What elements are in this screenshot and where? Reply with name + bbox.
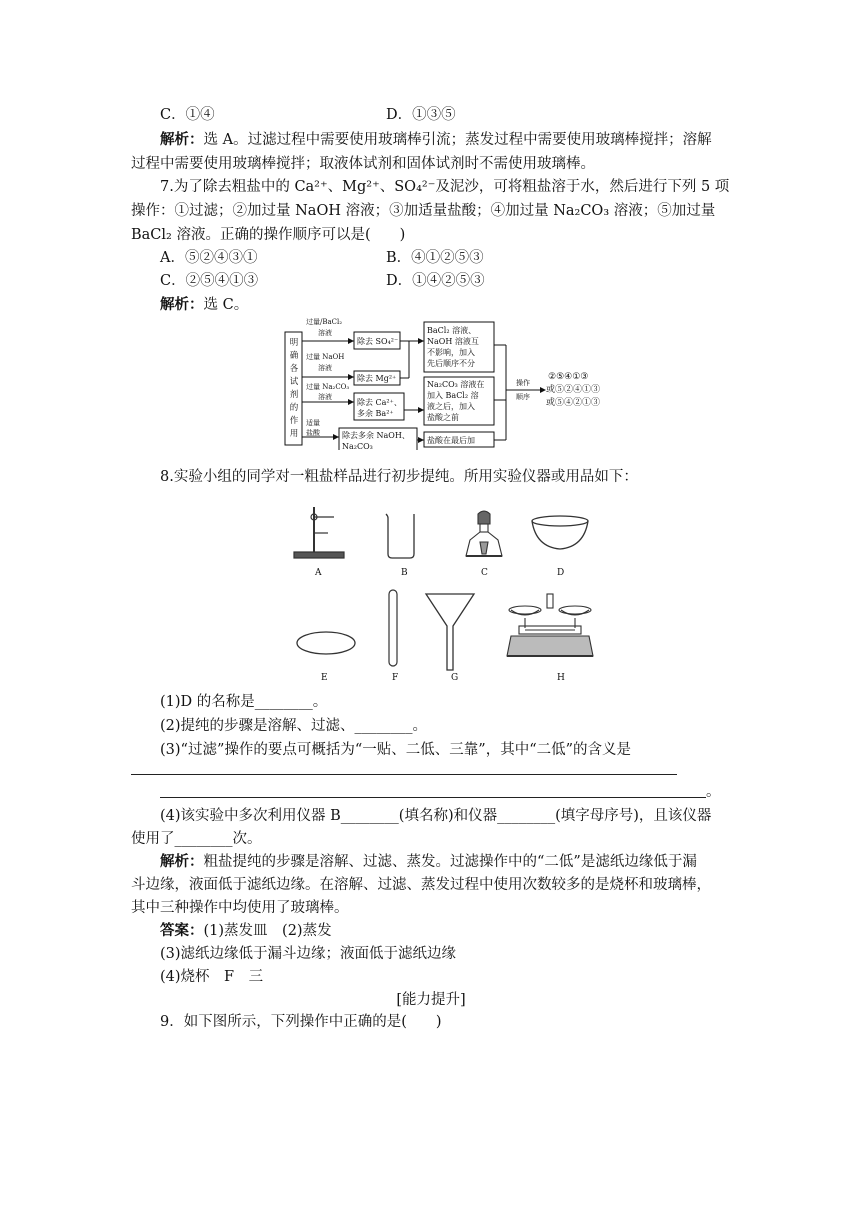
- alcohol-lamp-image: [460, 510, 508, 560]
- branch3-box: 多余 Ba²⁺: [357, 409, 394, 418]
- section-title: [能力提升]: [396, 992, 466, 1008]
- q6-analysis-line1: [160, 130, 712, 150]
- label-e: E: [321, 673, 328, 683]
- label-b: B: [401, 568, 408, 578]
- analysis-text: 选 C。: [203, 297, 249, 313]
- answer-label: 答案：: [160, 922, 204, 939]
- q7-option-b: B．④①②⑤③: [386, 250, 484, 266]
- branch2-label: 溶液: [318, 364, 332, 372]
- q8-answer-line3: (3)滤纸边缘低于漏斗边缘；液面低于滤纸边缘: [160, 946, 457, 962]
- q7-analysis: [160, 295, 248, 315]
- q9-stem: 9．如下图所示，下列操作中正确的是( ): [160, 1014, 442, 1030]
- label-a: A: [315, 568, 322, 578]
- beaker-image: [383, 512, 417, 560]
- analysis-text: 粗盐提纯的步骤是溶解、过滤、蒸发。过滤操作中的“二低”是滤纸边缘低于漏: [203, 854, 697, 870]
- branch4-label: 适量: [306, 419, 320, 427]
- note1-line: 先后顺序不分: [427, 359, 475, 368]
- branch2-label: 过量 NaOH: [306, 353, 345, 361]
- seq-label: 顺序: [516, 393, 530, 401]
- q8-analysis-line2: 斗边缘，液面低于滤纸边缘。在溶解、过滤、蒸发过程中使用次数较多的是烧杯和玻璃棒，: [131, 877, 711, 893]
- q6-option-d: D．①③⑤: [386, 107, 456, 123]
- analysis-label: 解析：: [160, 296, 204, 313]
- seq-label: 操作: [516, 379, 530, 387]
- funnel-image: [424, 592, 476, 672]
- answer-blank-line: [160, 797, 706, 798]
- q8-sub1: (1)D 的名称是________。: [160, 694, 328, 710]
- branch3-label: 溶液: [318, 393, 332, 401]
- branch1-label: 过量/BaCl₂: [306, 318, 343, 326]
- left-box-char: 作: [289, 416, 299, 426]
- q7-option-d: D．①④②⑤③: [386, 273, 485, 289]
- branch3-box: 除去 Ca²⁺、: [357, 398, 402, 407]
- left-box-char: 各: [289, 364, 299, 374]
- analysis-label: 解析：: [160, 131, 204, 148]
- branch2-box: 除去 Mg²⁺: [357, 374, 397, 383]
- reagent-flow-diagram: [284, 315, 624, 450]
- label-g: G: [451, 673, 459, 683]
- q8-sub3: (3)“过滤”操作的要点可概括为“一贴、二低、三靠”，其中“二低”的含义是: [160, 742, 632, 758]
- q7-stem-line2: 操作：①过滤；②加过量 NaOH 溶液；③加适量盐酸；④加过量 Na₂CO₃ 溶液；⑤加过量: [131, 203, 716, 219]
- note3: 盐酸在最后加: [427, 436, 475, 445]
- left-box-char: 用: [289, 429, 299, 439]
- left-box-char: 剂: [289, 390, 299, 400]
- note2-line: 加入 BaCl₂ 溶: [427, 391, 479, 400]
- q7-stem-line1: 7.为了除去粗盐中的 Ca²⁺、Mg²⁺、SO₄²⁻及泥沙，可将粗盐溶于水，然后进行下列 5 项: [160, 179, 730, 195]
- q8-sub3-end: 。: [706, 784, 721, 800]
- note2-line: Na₂CO₃ 溶液在: [427, 380, 485, 389]
- q8-stem: 8.实验小组的同学对一粗盐样品进行初步提纯。所用实验仪器或用品如下：: [160, 469, 638, 485]
- label-d: D: [557, 568, 565, 578]
- label-c: C: [481, 568, 488, 578]
- left-box-char: 确: [289, 351, 299, 361]
- q8-sub2: (2)提纯的步骤是溶解、过滤、________。: [160, 718, 428, 734]
- q7-option-a: A．⑤②④③①: [160, 250, 258, 266]
- branch3-label: 过量 Na₂CO₃: [306, 383, 350, 391]
- evaporating-dish-image: [530, 513, 590, 553]
- branch4-box: 除去多余 NaOH、: [342, 431, 410, 440]
- note1-line: BaCl₂ 溶液、: [427, 326, 477, 335]
- q8-sub4-line2: 使用了________次。: [131, 831, 262, 847]
- q8-answer-line4: (4)烧杯 F 三: [160, 969, 264, 985]
- note1-line: 不影响，加入: [427, 348, 475, 357]
- glass-rod-image: [386, 588, 400, 668]
- sequence-option: ②⑤④①③: [548, 372, 589, 382]
- left-box-char: 明: [289, 338, 299, 348]
- label-f: F: [392, 673, 399, 683]
- branch1-label: 溶液: [318, 329, 332, 337]
- iron-stand-image: [292, 505, 347, 565]
- note1-line: NaOH 溶液互: [427, 337, 479, 346]
- q8-analysis-line3: 其中三种操作中均使用了玻璃棒。: [131, 900, 349, 916]
- branch1-box: 除去 SO₄²⁻: [357, 337, 399, 346]
- branch4-label: 盐酸: [306, 429, 320, 437]
- q6-option-c: C．①④: [160, 107, 215, 123]
- note2-line: 盐酸之前: [427, 413, 459, 422]
- sequence-option: 或⑤④②①③: [546, 398, 601, 408]
- answer-text: (1)蒸发皿 (2)蒸发: [203, 923, 332, 939]
- sequence-option: 或⑤②④①③: [546, 385, 601, 395]
- label-h: H: [557, 673, 565, 683]
- q6-analysis-line2: 过程中需要使用玻璃棒搅拌；取液体试剂和固体试剂时不需使用玻璃棒。: [131, 156, 595, 172]
- analysis-label: 解析：: [160, 853, 204, 870]
- q8-answer-line1: [160, 921, 332, 941]
- answer-blank-line: [131, 774, 677, 775]
- q8-analysis-line1: [160, 852, 697, 872]
- branch4-box: Na₂CO₃: [342, 442, 373, 450]
- left-box-char: 的: [289, 403, 299, 413]
- q8-sub4-line1: (4)该实验中多次利用仪器 B________(填名称)和仪器________(填字母序号)，且该仪器: [160, 808, 712, 824]
- note2-line: 液之后，加入: [427, 402, 475, 411]
- left-box-char: 试: [289, 377, 299, 387]
- q7-option-c: C．②⑤④①③: [160, 273, 259, 289]
- balance-scale-image: [505, 592, 595, 662]
- q7-stem-line3: BaCl₂ 溶液。正确的操作顺序可以是( ): [131, 227, 406, 243]
- filter-paper-image: [295, 630, 357, 656]
- analysis-text: 选 A。过滤过程中需要使用玻璃棒引流；蒸发过程中需要使用玻璃棒搅拌；溶解: [203, 132, 712, 148]
